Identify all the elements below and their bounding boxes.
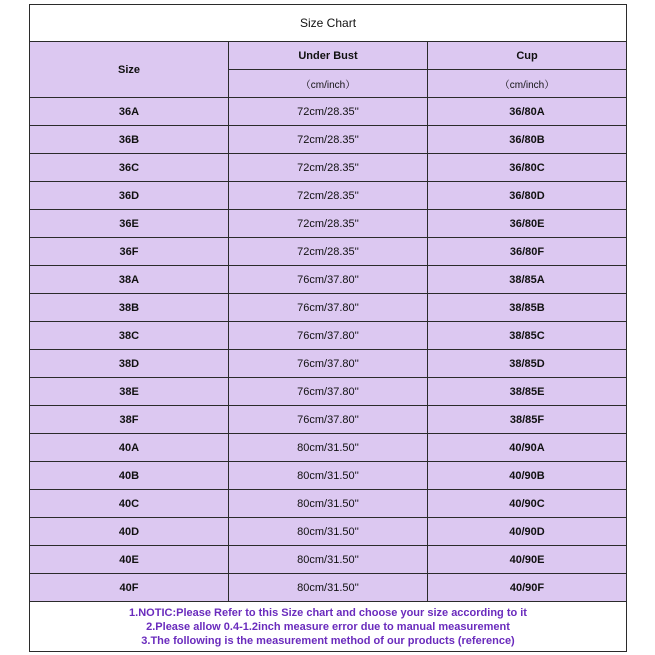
table-row (30, 490, 627, 518)
cup-cell: 36/80E (428, 210, 627, 238)
size-chart-table (29, 4, 627, 652)
under-bust-cell: 72cm/28.35'' (229, 210, 428, 238)
table-row (30, 322, 627, 350)
table-row (30, 266, 627, 294)
chart-title: Size Chart (30, 5, 627, 42)
size-cell: 38B (30, 294, 229, 322)
under-bust-cell: 72cm/28.35'' (229, 154, 428, 182)
cup-cell: 38/85B (428, 294, 627, 322)
cup-cell: 38/85C (428, 322, 627, 350)
table-row (30, 154, 627, 182)
size-cell: 38D (30, 350, 229, 378)
note-line: 3.The following is the measurement method of our products (reference) (141, 634, 515, 647)
table-row (30, 462, 627, 490)
size-cell: 38C (30, 322, 229, 350)
table-row (30, 210, 627, 238)
table-row (30, 294, 627, 322)
table-row (30, 518, 627, 546)
under-bust-cell: 76cm/37.80'' (229, 406, 428, 434)
table-row (30, 378, 627, 406)
cup-cell: 38/85E (428, 378, 627, 406)
header-row-top (30, 42, 627, 70)
notes-row (30, 602, 627, 652)
under-bust-cell: 80cm/31.50'' (229, 462, 428, 490)
header-under-bust: Under Bust (229, 42, 428, 70)
under-bust-cell: 76cm/37.80'' (229, 266, 428, 294)
under-bust-cell: 80cm/31.50'' (229, 518, 428, 546)
cup-cell: 38/85D (428, 350, 627, 378)
size-cell: 40D (30, 518, 229, 546)
under-bust-cell: 72cm/28.35'' (229, 98, 428, 126)
size-cell: 36D (30, 182, 229, 210)
note-line: 2.Please allow 0.4-1.2inch measure error due to manual measurement (146, 620, 510, 633)
under-bust-cell: 80cm/31.50'' (229, 434, 428, 462)
table-row (30, 126, 627, 154)
cup-cell: 36/80A (428, 98, 627, 126)
header-under-bust-unit: （cm/inch） (229, 70, 428, 98)
header-cup-unit: （cm/inch） (428, 70, 627, 98)
cup-cell: 36/80D (428, 182, 627, 210)
table-row (30, 546, 627, 574)
size-cell: 38E (30, 378, 229, 406)
size-cell: 38F (30, 406, 229, 434)
cup-cell: 40/90C (428, 490, 627, 518)
cup-cell: 40/90E (428, 546, 627, 574)
under-bust-cell: 72cm/28.35'' (229, 126, 428, 154)
under-bust-cell: 76cm/37.80'' (229, 322, 428, 350)
table-row (30, 350, 627, 378)
under-bust-cell: 76cm/37.80'' (229, 294, 428, 322)
title-row (30, 5, 627, 42)
cup-cell: 40/90F (428, 574, 627, 602)
under-bust-cell: 72cm/28.35'' (229, 238, 428, 266)
size-cell: 40F (30, 574, 229, 602)
size-cell: 40A (30, 434, 229, 462)
under-bust-cell: 72cm/28.35'' (229, 182, 428, 210)
size-chart-body (30, 5, 627, 652)
cup-cell: 40/90B (428, 462, 627, 490)
notes-cell (30, 602, 627, 652)
cup-cell: 36/80F (428, 238, 627, 266)
under-bust-cell: 76cm/37.80'' (229, 350, 428, 378)
size-cell: 36C (30, 154, 229, 182)
under-bust-cell: 80cm/31.50'' (229, 546, 428, 574)
cup-cell: 36/80B (428, 126, 627, 154)
table-row (30, 182, 627, 210)
under-bust-cell: 76cm/37.80'' (229, 378, 428, 406)
table-row (30, 406, 627, 434)
header-cup: Cup (428, 42, 627, 70)
under-bust-cell: 80cm/31.50'' (229, 574, 428, 602)
cup-cell: 38/85F (428, 406, 627, 434)
size-cell: 36F (30, 238, 229, 266)
note-line: 1.NOTIC:Please Refer to this Size chart and choose your size according to it (129, 606, 527, 619)
size-cell: 40E (30, 546, 229, 574)
size-cell: 40C (30, 490, 229, 518)
size-cell: 36E (30, 210, 229, 238)
header-size: Size (30, 42, 229, 98)
table-row (30, 574, 627, 602)
under-bust-cell: 80cm/31.50'' (229, 490, 428, 518)
size-cell: 38A (30, 266, 229, 294)
size-cell: 36B (30, 126, 229, 154)
cup-cell: 40/90D (428, 518, 627, 546)
table-row (30, 98, 627, 126)
table-row (30, 434, 627, 462)
cup-cell: 36/80C (428, 154, 627, 182)
table-row (30, 238, 627, 266)
cup-cell: 40/90A (428, 434, 627, 462)
size-cell: 36A (30, 98, 229, 126)
size-cell: 40B (30, 462, 229, 490)
cup-cell: 38/85A (428, 266, 627, 294)
